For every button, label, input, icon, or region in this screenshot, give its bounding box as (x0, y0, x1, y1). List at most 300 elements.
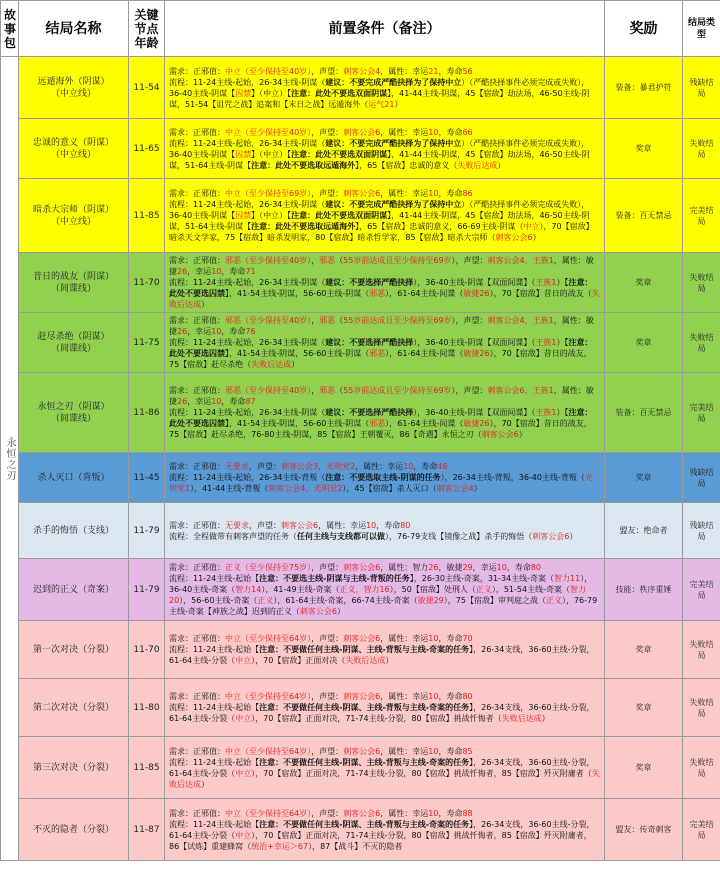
condition-segment: 注意：此处不要选囚禁 (169, 338, 593, 358)
condition-segment: ，寿命 (438, 808, 463, 818)
table-body (1, 57, 720, 861)
condition-segment: 智力20 (169, 585, 586, 605)
condition-segment: ） (541, 714, 550, 723)
condition-segment: ），70【宿敌】昔日的战友，75【宿敌】赶尽杀绝（ (169, 349, 592, 369)
condition-segment: ，声望： (311, 746, 344, 756)
process-line (169, 757, 600, 790)
condition-segment: 需求：正邪值： (169, 127, 225, 137)
ending-type: 失败结局 (683, 679, 720, 737)
condition-segment: 】，41-44主线-阴谋，45【宿敌】劫法场，46-50主线-阴谋，51-64主线-阴谋【 (169, 211, 590, 231)
condition-segment: ），36-40主线-阴谋【双面间谍】（ (413, 408, 536, 417)
condition-segment: ），26-34主线-背叛，36-40主线-背叛（ (440, 473, 585, 482)
condition-segment: ，声望： (249, 520, 281, 530)
condition-segment: 失败后达成 (169, 289, 600, 309)
requirement-line (169, 633, 600, 644)
ending-type: 失败结局 (683, 621, 720, 679)
process-line (169, 819, 600, 852)
condition-segment: 邪恶 (319, 316, 336, 325)
key-age: 11-70 (129, 253, 165, 313)
ending-type: 失败结局 (683, 253, 720, 313)
condition-segment: ，属性：敏捷 (169, 386, 594, 406)
condition-segment: 87 (245, 397, 256, 406)
conditions-text (165, 57, 605, 119)
condition-segment: 注意：此处不要选取远遁海外 (251, 222, 356, 231)
condition-segment: 邪恶 (319, 256, 336, 265)
requirement-line (169, 461, 600, 472)
condition-segment: ，寿命 (438, 634, 463, 643)
condition-segment: 敏捷26 (463, 289, 490, 298)
condition-segment: 建议：不要完成严酷抉择为了保持中立 (325, 138, 462, 148)
condition-segment: ） (569, 531, 578, 541)
reward: 奖章 (605, 737, 683, 799)
condition-segment: ） (394, 99, 403, 109)
ending-name: 杀手的悔悟（支线） (19, 503, 129, 559)
requirement-line (169, 385, 600, 407)
condition-segment: 80 (530, 563, 542, 572)
condition-segment: 注意：此处不要选双面阴谋 (291, 211, 388, 220)
requirement-line (169, 255, 600, 277)
condition-segment: 邪恶 (369, 419, 386, 428)
condition-segment: 统治+幸运＞67 (251, 841, 309, 851)
condition-segment: 建议：不要选择严酷抉择 (325, 338, 414, 347)
condition-segment: 敏捷26 (463, 349, 490, 358)
condition-segment: 中立（至少保持至40岁） (225, 127, 312, 137)
conditions-text (165, 679, 605, 737)
condition-segment: 刺客公会4，王族1 (487, 256, 554, 265)
condition-segment: 10 (211, 397, 222, 406)
table-row (1, 799, 720, 861)
condition-segment: 智力14 (235, 585, 262, 594)
ending-name: 不灭的隐者（分裂） (19, 799, 129, 861)
reward: 技能：秩序重锤 (605, 559, 683, 621)
condition-segment: 】，41-54主线-阴谋，56-60主线-阴谋（ (225, 289, 370, 298)
condition-segment: 任何主线与支线都可以做 (297, 531, 385, 541)
condition-segment: 中立 (523, 222, 540, 231)
condition-segment: ），45【宿敌】杀人灭口（ (342, 484, 437, 493)
key-age: 11-54 (129, 57, 165, 119)
conditions-text (165, 621, 605, 679)
conditions-text (165, 373, 605, 453)
key-age: 11-86 (129, 373, 165, 453)
key-age: 11-85 (129, 737, 165, 799)
table-row (1, 57, 720, 119)
condition-segment: ） (385, 656, 394, 665)
condition-segment: 注意：此处不要选双面阴谋 (291, 149, 388, 159)
condition-segment: 流程：11-24主线-起始【 (169, 645, 260, 654)
condition-segment: 流程：全程做带有刺客声望的任务（ (169, 531, 297, 541)
condition-segment: 中立 (235, 714, 252, 723)
condition-segment: ，寿命 (438, 127, 463, 137)
reward: 奖章 (605, 679, 683, 737)
condition-segment: ，声望： (311, 66, 344, 76)
condition-segment: 刺客公会6 (281, 520, 319, 530)
condition-segment: ），87【战斗】不灭的隐者 (308, 841, 403, 851)
condition-segment: ，寿命 (221, 327, 246, 336)
key-age: 11-87 (129, 799, 165, 861)
condition-segment: 刺客公会4 (436, 484, 474, 493)
ending-name: 永恒之刃（阴谋） （间谍线） (19, 373, 129, 453)
condition-segment: ，属性：幸运 (380, 189, 429, 198)
ending-name: 赶尽杀绝（阴谋） （间谍线） (19, 313, 129, 373)
condition-segment: ，属性：幸运 (318, 520, 367, 530)
condition-segment: ， (311, 256, 320, 265)
condition-segment: ，属性：幸运 (380, 808, 429, 818)
condition-segment: 需求：正邪值： (169, 66, 225, 76)
condition-segment: 】，26-34支线，36-60主线-分裂，61-64主线-分裂（ (169, 645, 595, 665)
condition-segment: 需求：正邪值： (169, 462, 225, 471)
condition-segment: 王族1 (535, 278, 557, 287)
condition-segment: 29 (462, 563, 473, 572)
condition-segment: 80 (400, 520, 411, 530)
reward: 盟友：绝命者 (605, 503, 683, 559)
condition-segment: ），61-64主线-奇案，66-74主线-奇案（ (273, 596, 418, 605)
condition-segment: 需求：正邪值： (169, 386, 225, 395)
condition-segment: 注意：此处不要选囚禁 (169, 408, 593, 428)
condition-segment: 建议：不要完成严酷抉择为了保持中立 (325, 200, 462, 209)
condition-segment: 刺客公会6 (495, 233, 533, 242)
condition-segment: 10 (428, 634, 439, 643)
condition-segment: 66 (462, 127, 473, 137)
condition-segment: 26 (428, 563, 439, 572)
condition-segment: 智力11 (554, 574, 581, 583)
condition-segment: 刺客公会6 (343, 634, 381, 643)
condition-segment: ） (518, 430, 527, 439)
condition-segment: 正义 (257, 596, 274, 605)
condition-segment: ， (311, 316, 320, 325)
ending-type: 残缺结局 (683, 453, 720, 503)
condition-segment: 正义 (475, 585, 492, 594)
condition-segment: 建议：不要完成严酷抉择为了保持中立 (325, 77, 462, 87)
condition-segment: 失败后达成 (169, 768, 600, 789)
condition-segment: 刺客公会4，王族1 (487, 316, 554, 325)
condition-segment: 】（中立）【 (251, 88, 292, 98)
conditions-text (165, 453, 605, 503)
condition-segment: 流程：11-24主线-起始，26-34主线-阴谋（ (169, 77, 326, 87)
table-row (1, 179, 720, 253)
condition-segment: 中立 (235, 830, 252, 840)
condition-segment: ，寿命 (221, 267, 246, 276)
condition-segment: ）（严酷抉择事件必须完成或失败），36-40主线-阴谋【 (169, 77, 590, 98)
condition-segment: 失败后达成 (501, 714, 542, 723)
condition-segment: 刺客公会6 (343, 127, 381, 137)
requirement-line (169, 808, 600, 819)
condition-segment: 囚禁 (235, 149, 252, 159)
conditions-text (165, 119, 605, 179)
condition-segment: 需求：正邪值： (169, 316, 225, 325)
condition-segment: 敏捷26 (463, 419, 490, 428)
conditions-text (165, 737, 605, 799)
condition-segment: ，寿命 (438, 746, 463, 756)
condition-segment: 光明党1 (169, 473, 593, 493)
condition-segment: 邪恶 (369, 349, 386, 358)
ending-name: 第二次对决（分裂） (19, 679, 129, 737)
condition-segment: 71 (245, 267, 256, 276)
table-row (1, 119, 720, 179)
condition-segment: 10 (366, 520, 377, 530)
header-conditions: 前置条件（备注） (165, 1, 605, 57)
reward: 装备：暴君护符 (605, 57, 683, 119)
header-reward: 奖励 (605, 1, 683, 57)
condition-segment: 】，65【宿敌】忠诚的意义，66-69主线-阴谋（ (355, 222, 524, 231)
conditions-text (165, 253, 605, 313)
condition-segment: 10 (428, 692, 439, 701)
process-line (169, 337, 600, 370)
conditions-text (165, 503, 605, 559)
condition-segment: ，属性：幸运 (380, 746, 429, 756)
key-age: 11-85 (129, 179, 165, 253)
condition-segment: 注意：此处不要选囚禁 (169, 278, 593, 298)
condition-segment: 46 (437, 462, 448, 471)
condition-segment: ），76-79主线-奇案【神族之战】迟到的正义（ (169, 596, 598, 616)
condition-segment: 刺客公会6 (299, 607, 337, 616)
key-age: 11-80 (129, 679, 165, 737)
condition-segment: 需求：正邪值： (169, 692, 225, 701)
condition-segment: （ (335, 316, 344, 325)
condition-segment: 10 (403, 462, 414, 471)
requirement-line (169, 746, 600, 757)
condition-segment: 失败后达成 (251, 360, 292, 369)
condition-segment: 55岁前达成且至少保持至69岁 (343, 316, 452, 325)
story-pack-cell (1, 57, 19, 861)
condition-segment: 流程：11-24主线-起始【 (169, 574, 260, 583)
condition-segment: 21 (428, 66, 439, 76)
condition-segment: ）【 (556, 408, 569, 417)
condition-segment: ，声望： (311, 634, 344, 643)
condition-segment: ，寿命 (438, 692, 463, 701)
condition-segment: ） (201, 300, 209, 309)
condition-segment: ），声望： (451, 316, 488, 325)
condition-segment: 正义，智力16 (339, 585, 390, 594)
condition-segment: 流程：11-24主线-起始【 (169, 819, 260, 829)
condition-segment: 10 (496, 563, 507, 572)
condition-segment: 正义（至少保持至75岁） (225, 563, 312, 572)
key-age: 11-70 (129, 621, 165, 679)
condition-segment: 王族1 (535, 408, 557, 417)
header-ending-type: 结局类型 (683, 1, 720, 57)
condition-segment: 刺客公会4，光明党2 (268, 484, 343, 493)
condition-segment: ），41-44主线-背叛（ (190, 484, 269, 493)
condition-segment: 】，26-34支线，36-60主线-分裂，61-64主线-分裂（ (169, 757, 595, 778)
condition-segment: 邪恶 (319, 386, 336, 395)
condition-segment: ，属性：幸运 (355, 462, 404, 471)
condition-segment: ，寿命 (438, 189, 463, 198)
condition-segment: 刺客公会6 (343, 746, 381, 756)
ending-type: 失败结局 (683, 313, 720, 373)
condition-segment: ，属性：敏捷 (169, 256, 594, 276)
condition-segment: 26 (177, 397, 188, 406)
key-age: 11-79 (129, 503, 165, 559)
condition-segment: 】，41-54主线-阴谋，56-60主线-阴谋（ (225, 349, 370, 358)
table-row (1, 559, 720, 621)
condition-segment: ，声望： (311, 692, 344, 701)
condition-segment: 注意：此处不要选取远遁海外 (251, 160, 356, 170)
condition-segment: ），声望： (451, 386, 488, 395)
condition-segment: ）【 (556, 278, 569, 287)
condition-segment: 刺客公会6 (343, 808, 381, 818)
ending-name: 杀人灭口（背叛） (19, 453, 129, 503)
condition-segment: ），70【宿敌】昔日的战友（ (489, 289, 592, 298)
condition-segment: ，敏捷 (438, 563, 463, 572)
condition-segment: 10 (428, 127, 439, 137)
condition-segment: 邪恶（至少保持至40岁） (225, 256, 312, 265)
condition-segment: 80 (462, 692, 473, 701)
condition-segment: ，寿命 (413, 462, 438, 471)
conditions-text (165, 179, 605, 253)
process-line (169, 77, 600, 110)
table-row (1, 453, 720, 503)
condition-segment: ），56-60主线-奇案（ (179, 596, 258, 605)
condition-segment: ），70【宿敌】昔日的战友，75【宿敌】赶尽杀绝，76-80主线-阴谋，85【宿敌】王朝覆灭，86【奇遇】永恒之刃（ (169, 419, 592, 439)
reward: 奖章 (605, 621, 683, 679)
table-row (1, 313, 720, 373)
condition-segment: ） (291, 360, 300, 369)
process-line (169, 531, 600, 542)
process-line (169, 644, 600, 666)
condition-segment: 中立（至少保持至64岁） (225, 634, 312, 643)
ending-type: 残缺结局 (683, 57, 720, 119)
condition-segment: 注意：不要选主线-阴谋与主线-背叛的任务 (259, 574, 410, 583)
table-row (1, 253, 720, 313)
condition-segment: ），61-64主线-间谍（ (385, 289, 464, 298)
condition-segment: ，声望： (311, 189, 344, 198)
condition-segment: ，幸运 (187, 267, 212, 276)
condition-segment: 】，26-30主线-奇案，31-34主线-奇案（ (409, 574, 555, 583)
condition-segment: ）（严酷抉择事件必须完成或失败），36-40主线-阴谋【 (169, 138, 590, 159)
condition-segment: 26 (177, 327, 188, 336)
ending-type: 失败结局 (683, 119, 720, 179)
condition-segment: 失败后达成 (345, 656, 386, 665)
condition-segment: ，寿命 (221, 397, 246, 406)
conditions-text (165, 799, 605, 861)
process-line (169, 199, 600, 243)
condition-segment: ） (201, 779, 209, 789)
reward: 奖章 (605, 119, 683, 179)
condition-segment: 注意：此处不要选双面阴谋 (291, 88, 388, 98)
conditions-text (165, 313, 605, 373)
condition-segment: ），75【宿敌】审判庭之战（ (443, 596, 546, 605)
condition-segment: ，声望： (311, 127, 344, 137)
condition-segment: 56 (462, 66, 473, 76)
condition-segment: 需求：正邪值： (169, 746, 225, 756)
condition-segment: 刺客公会6 (481, 430, 519, 439)
header-key-age: 关键节点年龄 (129, 1, 165, 57)
process-line (169, 277, 600, 310)
condition-segment: 邪恶（至少保持至40岁） (225, 316, 312, 325)
condition-segment: ），70【宿敌】正面对决，71-74主线-分裂，80【宿敌】挑战忏悔者（ (251, 714, 502, 723)
ending-type: 完美结局 (683, 373, 720, 453)
condition-segment: 88 (462, 808, 473, 818)
condition-segment: 刺客公会4 (343, 66, 381, 76)
reward: 奖章 (605, 313, 683, 373)
condition-segment: 流程：11-24主线-起始，26-34主线-阴谋（ (169, 408, 326, 417)
condition-segment: 中立（至少保持至40岁） (225, 66, 312, 76)
condition-segment: ，幸运 (187, 327, 212, 336)
condition-segment: ），61-64主线-间谍（ (385, 419, 464, 428)
conditions-text (165, 559, 605, 621)
condition-segment: ）（严酷抉择事件必须完成或失败），36-40主线-阴谋【 (169, 200, 590, 220)
condition-segment: （ (335, 386, 344, 395)
condition-segment: 注意：不要做任何主线-阴谋、主线-背叛与主线-奇案的任务 (259, 819, 470, 829)
condition-segment: 10 (211, 267, 222, 276)
condition-segment: 囚禁 (235, 211, 252, 220)
condition-segment: 需求：正邪值： (169, 520, 225, 530)
reward: 装备：百无禁忌 (605, 373, 683, 453)
condition-segment: 注意：不要选取主线-阴谋的任务 (325, 473, 441, 482)
condition-segment: 刺客公会3，光明党2 (281, 462, 356, 471)
reward: 奖章 (605, 253, 683, 313)
condition-segment: 】，41-54主线-阴谋，56-60主线-阴谋（ (225, 419, 370, 428)
condition-segment: 囚禁 (235, 88, 252, 98)
condition-segment: 刺客公会6 (343, 563, 381, 572)
key-age: 11-45 (129, 453, 165, 503)
condition-segment: 敏捷29 (417, 596, 444, 605)
requirement-line (169, 188, 600, 199)
condition-segment: 85 (462, 746, 473, 756)
condition-segment: 中立（至少保持至64岁） (225, 746, 312, 756)
condition-segment: ，寿命 (438, 66, 463, 76)
table-row (1, 737, 720, 799)
condition-segment: ） (336, 607, 345, 616)
condition-segment: 】，41-44主线-阴谋，45【宿敌】劫法场，46-50主线-阴谋，51-54【诅咒之战】追案和【末日之战】远遁海外（ (169, 88, 590, 109)
condition-segment: 刺客公会6 (343, 189, 381, 198)
condition-segment: ），76-79支线【镜像之战】杀手的悔悟（ (385, 531, 533, 541)
condition-segment: 失败后达成 (457, 160, 498, 170)
condition-segment: 26 (177, 267, 188, 276)
table-row (1, 373, 720, 453)
condition-segment: 无要求 (225, 520, 249, 530)
condition-segment: ，属性：幸运 (380, 692, 429, 701)
condition-segment: 需求：正邪值： (169, 563, 225, 572)
condition-segment: ）【 (556, 338, 569, 347)
table-row (1, 679, 720, 737)
condition-segment: 76 (245, 327, 256, 336)
condition-segment: 需求：正邪值： (169, 634, 225, 643)
condition-segment: 86 (462, 189, 473, 198)
ending-type: 失败结局 (683, 737, 720, 799)
condition-segment: 中立（至少保持至69岁） (225, 189, 312, 198)
ending-name: 第一次对决（分裂） (19, 621, 129, 679)
condition-segment: ） (532, 233, 541, 242)
condition-segment: ，属性：智力 (380, 563, 429, 572)
condition-segment: 流程：11-24主线-起始【 (169, 703, 260, 712)
condition-segment: 刺客公会6 (532, 531, 570, 541)
condition-segment: 】，26-34支线，36-60主线-分裂，61-64主线-分裂（ (169, 703, 595, 723)
condition-segment: （ (335, 256, 344, 265)
condition-segment: 建议：不要选择严酷抉择 (325, 278, 414, 287)
process-line (169, 407, 600, 440)
condition-segment: ），36-40主线-阴谋【双面间谍】（ (413, 278, 536, 287)
condition-segment: ，声望： (311, 563, 344, 572)
condition-segment: 流程：11-24主线-起始，26-34主线-背叛（ (169, 473, 326, 482)
condition-segment: ），36-40主线-阴谋【双面间谍】（ (413, 338, 536, 347)
requirement-line (169, 127, 600, 138)
condition-segment: 55岁前达成且至少保持至69岁 (343, 256, 452, 265)
condition-segment: 10 (211, 327, 222, 336)
table-row (1, 503, 720, 559)
requirement-line (169, 66, 600, 77)
condition-segment: ，属性：幸运 (380, 634, 429, 643)
condition-segment: 注意：不要做任何主线-阴谋、主线-背叛与主线-奇案的任务 (259, 757, 470, 767)
ending-name: 忠诚的意义（阴谋） （中立线） (19, 119, 129, 179)
ending-name: 迟到的正义（奇案） (19, 559, 129, 621)
condition-segment: 邪恶（至少保持至40岁） (225, 386, 312, 395)
ending-type: 完美结局 (683, 559, 720, 621)
condition-segment: ，寿命 (506, 563, 531, 572)
condition-segment: ） (497, 160, 506, 170)
condition-segment: 运气21 (368, 99, 395, 109)
condition-segment: 10 (428, 808, 439, 818)
reward: 奖章 (605, 453, 683, 503)
